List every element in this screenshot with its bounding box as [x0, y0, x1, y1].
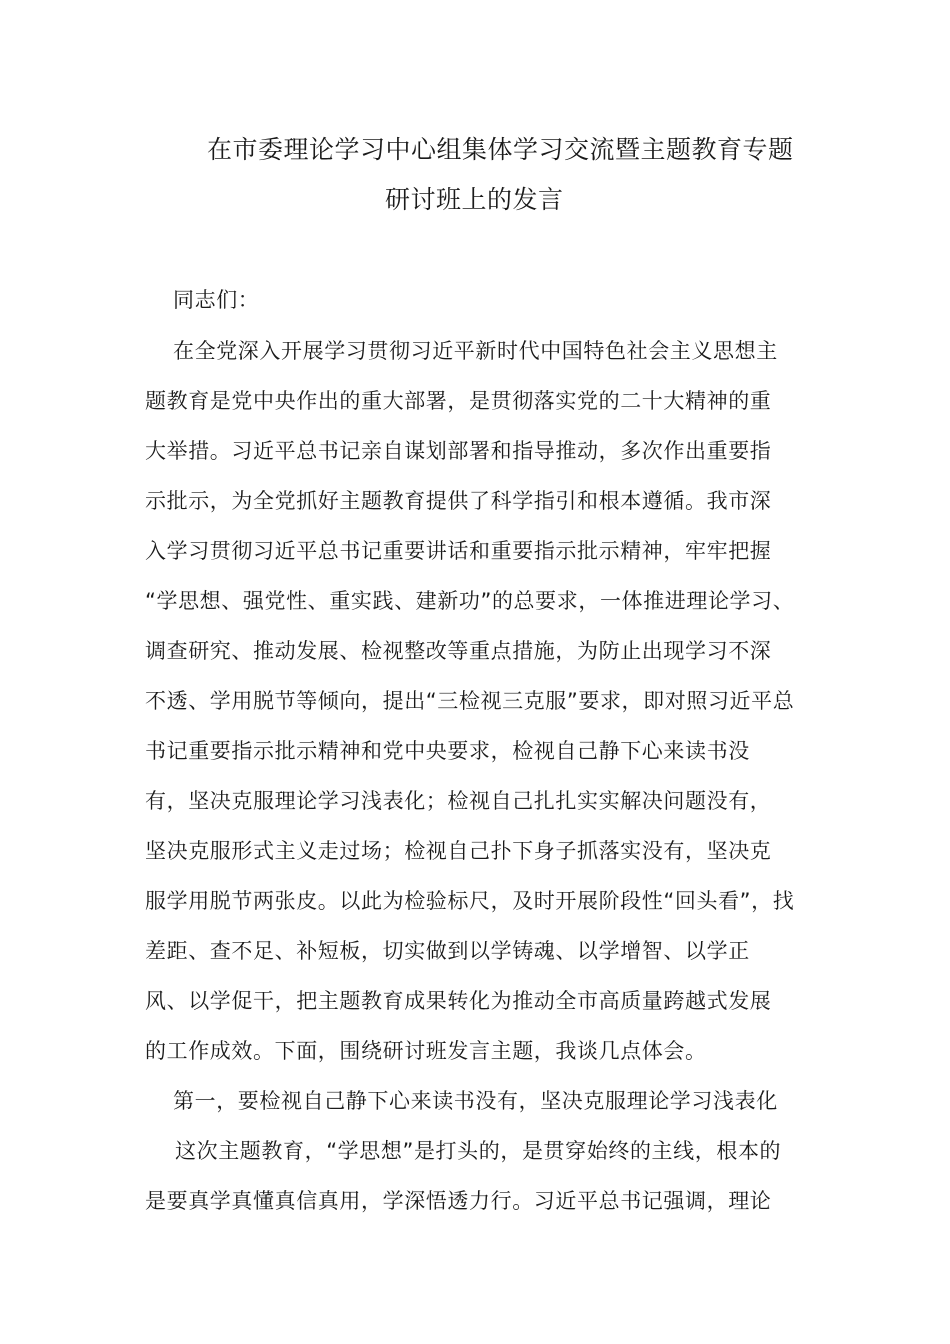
body-line: 差距、查不足、补短板，切实做到以学铸魂、以学增智、以学正	[145, 939, 750, 963]
salutation: 同志们：	[173, 288, 260, 312]
body-line: 大举措。习近平总书记亲自谋划部署和指导推动，多次作出重要指	[145, 439, 772, 463]
body-line: 服学用脱节两张皮。以此为检验标尺，及时开展阶段性“回头看”，找	[145, 889, 795, 913]
section-heading-1: 第一，要检视自己静下心来读书没有，坚决克服理论学习浅表化	[173, 1089, 778, 1113]
body-line: 不透、学用脱节等倾向，提出“三检视三克服”要求，即对照习近平总	[145, 689, 795, 713]
body-line: 题教育是党中央作出的重大部署，是贯彻落实党的二十大精神的重	[145, 389, 772, 413]
body-line: 入学习贯彻习近平总书记重要讲话和重要指示批示精神，牢牢把握	[145, 539, 772, 563]
body-line: 在全党深入开展学习贯彻习近平新时代中国特色社会主义思想主	[173, 339, 778, 363]
body-line: 示批示，为全党抓好主题教育提供了科学指引和根本遵循。我市深	[145, 489, 772, 513]
document-title-line-2: 研讨班上的发言	[385, 185, 564, 214]
body-line: 风、以学促干，把主题教育成果转化为推动全市高质量跨越式发展	[145, 989, 772, 1013]
document-title-line-1: 在市委理论学习中心组集体学习交流暨主题教育专题	[207, 135, 794, 164]
body-line: “学思想、强党性、重实践、建新功”的总要求，一体推进理论学习、	[145, 589, 795, 613]
body-line: 是要真学真懂真信真用，学深悟透力行。习近平总书记强调，理论	[145, 1189, 772, 1213]
body-line: 这次主题教育，“学思想”是打头的，是贯穿始终的主线，根本的	[175, 1139, 782, 1163]
body-line: 调查研究、推动发展、检视整改等重点措施，为防止出现学习不深	[145, 639, 772, 663]
body-line: 的工作成效。下面，围绕研讨班发言主题，我谈几点体会。	[145, 1039, 707, 1063]
body-line: 有，坚决克服理论学习浅表化；检视自己扎扎实实解决问题没有，	[145, 789, 772, 813]
body-line: 书记重要指示批示精神和党中央要求，检视自己静下心来读书没	[145, 739, 750, 763]
body-line: 坚决克服形式主义走过场；检视自己扑下身子抓落实没有，坚决克	[145, 839, 772, 863]
